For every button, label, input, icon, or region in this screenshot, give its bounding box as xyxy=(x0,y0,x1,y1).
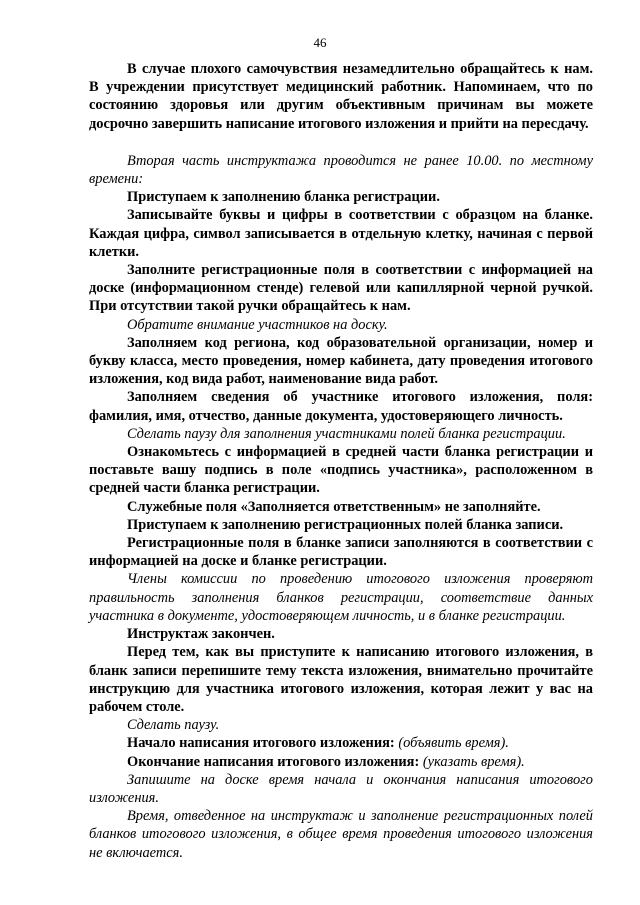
paragraph-pause-registration: Сделать паузу для заполнения участниками полей бланка регистрации. xyxy=(127,425,566,442)
paragraph-service-fields: Служебные поля «Заполняется ответственным» не заполняйте. xyxy=(127,498,541,515)
end-time-note: (указать время). xyxy=(422,753,525,770)
paragraph-start-time xyxy=(89,734,593,752)
paragraph-instruction-end: Инструктаж закончен. xyxy=(127,626,275,643)
paragraph-region-code: Заполняем код региона, код образовательной организации, номер и букву класса, место проведения, номер кабинета, дату проведения итогового изложения, код вида работ, наименование вида работ. xyxy=(89,334,593,388)
paragraph-write-times: Запишите на доске время начала и окончания написания итогового изложения. xyxy=(89,771,593,806)
paragraph-fill-fields: Заполните регистрационные поля в соответствии с информацией на доске (информационном стенде) гелевой или капиллярной черной ручкой. При отсутствии такой ручки обращайтесь к нам. xyxy=(89,262,593,315)
page-number: 46 xyxy=(313,35,327,50)
paragraph-end-time xyxy=(89,753,593,771)
paragraph-commission-check: Члены комиссии по проведению итогового изложения проверяют правильность заполнения бланков регистрации, соответствие данных участника в документе, удостоверяющем личность, и в бланке регистрации. xyxy=(89,571,593,624)
paragraph-signature: Ознакомьтесь с информацией в средней части бланка регистрации и поставьте вашу подпись в поле «подпись участника», расположенном в средней части бланка регистрации. xyxy=(89,444,593,497)
start-time-label: Начало написания итогового изложения: xyxy=(127,735,395,752)
paragraph-record-form: Приступаем к заполнению регистрационных полей бланка записи. xyxy=(127,516,564,533)
paragraph-write-letters: Записывайте буквы и цифры в соответствии с образцом на бланке. Каждая цифра, символ записывается в отдельную клетку, начиная с первой клетки. xyxy=(89,207,593,260)
paragraph-pause: Сделать паузу. xyxy=(127,717,220,734)
start-time-note: (объявить время). xyxy=(398,735,509,752)
paragraph-start-registration: Приступаем к заполнению бланка регистрации. xyxy=(127,189,440,206)
paragraph-record-fields: Регистрационные поля в бланке записи заполняются в соответствии с информацией на доске и бланке регистрации. xyxy=(89,535,593,570)
end-time-label: Окончание написания итогового изложения: xyxy=(127,753,420,770)
paragraph-participant-info: Заполняем сведения об участнике итогового изложения, поля: фамилия, имя, отчество, данные документа, удостоверяющего личность. xyxy=(89,389,593,424)
paragraph-attention-board: Обратите внимание участников на доску. xyxy=(127,316,388,333)
paragraph-before-writing: Перед тем, как вы приступите к написанию итогового изложения, в бланк записи перепишите тему текста изложения, внимательно прочитайте инструкцию для участника итогового изложения, которая лежит у вас на рабочем столе. xyxy=(89,644,593,715)
paragraph-time-allocation: Время, отведенное на инструктаж и заполнение регистрационных полей бланков итогового изложения, в общее время проведения итогового изложения не включается. xyxy=(89,808,593,861)
paragraph-health-notice: В случае плохого самочувствия незамедлительно обращайтесь к нам. В учреждении присутствует медицинский работник. Напоминаем, что по состоянию здоровья или другим объективным причинам вы можете досрочно завершить написание итогового изложения и прийти на пересдачу. xyxy=(89,61,593,132)
document-body xyxy=(89,60,593,862)
paragraph-second-part-note: Вторая часть инструктажа проводится не ранее 10.00. по местному времени: xyxy=(89,152,593,188)
